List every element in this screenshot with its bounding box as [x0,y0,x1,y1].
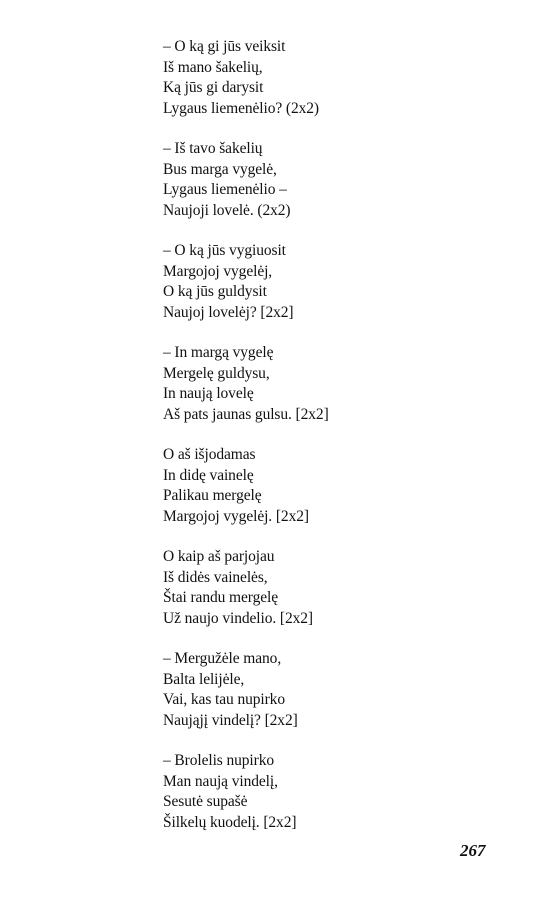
poem-line: In naują lovelę [163,385,254,402]
stanza-2 [163,139,503,221]
poem-line: Vai, kas tau nupirko [163,691,285,708]
poem-line: Mergelę guldysu, [163,364,270,382]
stanza-5 [163,445,503,527]
poem-line: Margojoj vygelėj, [163,262,273,280]
poem-line: O ką jūs guldysit [163,283,267,300]
poem-line: Naujoj lovelėj? [2x2] [163,303,294,321]
page-number: 267 [460,841,486,860]
stanza-8 [163,751,503,833]
stanza-6 [163,547,503,629]
poem-line: – In margą vygelę [163,344,274,361]
poem-line: O kaip aš parjojau [163,548,275,565]
poem-line: Man naują vindelį, [163,772,278,790]
poem-line: – O ką jūs vygiuosit [163,242,286,259]
stanza-3 [163,241,503,323]
poem-line: Naujoji lovelė. (2x2) [163,201,291,219]
poem-line: Iš didės vainelės, [163,568,268,586]
poem-line: Štai randu mergelę [163,589,278,606]
poem-line: O aš išjodamas [163,446,256,463]
poem-line: – Mergužėle mano, [163,650,282,667]
poem-line: Lygaus liemenėlio – [163,181,287,198]
poem-line: – Brolelis nupirko [163,752,274,769]
poem [163,37,503,853]
poem-line: Iš mano šakelių, [163,58,263,76]
poem-line: – O ką gi jūs veiksit [163,38,286,55]
stanza-7 [163,649,503,731]
stanza-4 [163,343,503,425]
poem-line: Balta lelijėle, [163,670,245,688]
poem-line: Aš pats jaunas gulsu. [2x2] [163,405,329,423]
poem-line: Lygaus liemenėlio? (2x2) [163,99,319,117]
poem-line: Palikau mergelę [163,487,262,504]
poem-line: Margojoj vygelėj. [2x2] [163,507,309,525]
poem-line: Už naujo vindelio. [2x2] [163,609,313,627]
poem-line: In didę vainelę [163,466,254,484]
poem-line: Šilkelų kuodelį. [2x2] [163,813,297,831]
poem-line: Naująjį vindelį? [2x2] [163,711,298,729]
poem-line: Bus marga vygelė, [163,160,277,178]
stanza-1 [163,37,503,119]
poem-line: – Iš tavo šakelių [163,140,263,157]
poem-line: Sesutė supašė [163,793,248,810]
poem-line: Ką jūs gi darysit [163,79,264,96]
